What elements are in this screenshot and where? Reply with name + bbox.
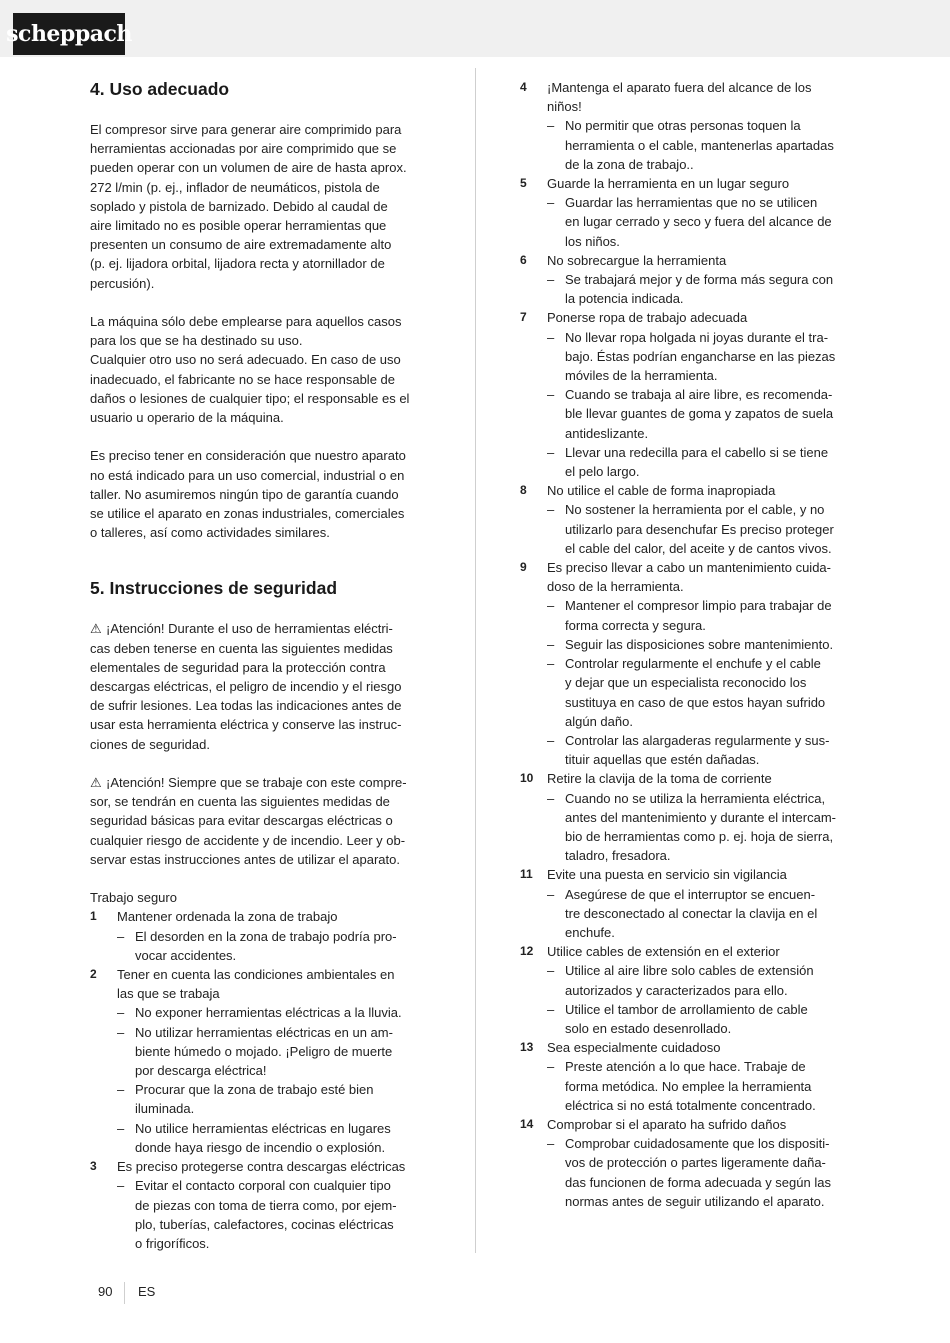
paragraph <box>90 120 432 293</box>
text-line: de sufrir lesiones. Lea todas las indicaciones antes de <box>90 698 402 714</box>
warning-paragraph <box>90 619 432 753</box>
text-line: Es preciso llevar a cabo un mantenimiento cuida- <box>547 560 831 576</box>
list-item <box>520 174 862 193</box>
sub-item-text <box>565 328 862 386</box>
text-line: móviles de la herramienta. <box>565 368 718 384</box>
dash-bullet: – <box>547 636 555 652</box>
text-line: Guardar las herramientas que no se utilicen <box>565 195 818 211</box>
text-line: bajo. Éstas podrían engancharse en las piezas <box>565 348 836 364</box>
text-line: o talleres, así como actividades similares. <box>90 525 330 541</box>
text-line: bio de herramientas como p. ej. hoja de sierra, <box>565 828 834 844</box>
list-item <box>520 1115 862 1134</box>
list-item <box>90 907 432 926</box>
text-line: para los que se ha destinado su uso. <box>90 333 303 349</box>
sub-item <box>547 328 862 386</box>
dash-bullet: – <box>547 598 555 614</box>
list-item <box>520 769 862 788</box>
text-line: herramienta o el cable, mantenerlas apartadas <box>565 137 834 153</box>
dash-bullet: – <box>547 272 555 288</box>
text-line: seguridad básicas para evitar descargas eléctricas o <box>90 813 393 829</box>
dash-bullet: – <box>547 329 555 345</box>
header-band <box>0 0 950 57</box>
text-line: niños! <box>547 99 582 115</box>
item-text <box>547 1115 862 1134</box>
sub-item <box>547 385 862 443</box>
sub-item-text <box>565 885 862 943</box>
text-line: Utilice el tambor de arrollamiento de cable <box>565 1001 808 1017</box>
sub-item-text <box>565 789 862 866</box>
text-line: No exponer herramientas eléctricas a la lluvia. <box>135 1005 402 1021</box>
text-line: Ponerse ropa de trabajo adecuada <box>547 310 748 326</box>
sub-item-text <box>565 961 862 999</box>
sub-item-text <box>135 1003 432 1022</box>
text-line: herramientas accionadas por aire comprimido que se <box>90 141 397 157</box>
sub-item-text <box>135 1119 432 1157</box>
dash-bullet: – <box>547 444 555 460</box>
text-line: plo, tuberías, calefactores, cocinas eléctricas <box>135 1216 394 1232</box>
item-text <box>547 251 862 270</box>
sub-item <box>547 116 862 174</box>
dash-bullet: – <box>547 790 555 806</box>
dash-bullet: – <box>547 963 555 979</box>
text-line: biente húmedo o mojado. ¡Peligro de muerte <box>135 1043 393 1059</box>
sub-item <box>547 1057 862 1115</box>
sub-item <box>117 1003 432 1022</box>
text-line: pueden operar con un volumen de aire de hasta aprox. <box>90 160 407 176</box>
text-line: algún daño. <box>565 713 633 729</box>
text-line: Utilice cables de extensión en el exterior <box>547 944 780 960</box>
list-item <box>520 481 862 500</box>
text-line: No utilizar herramientas eléctricas en un am- <box>135 1024 393 1040</box>
section-instrucciones-seguridad <box>90 577 432 1253</box>
paragraph <box>90 312 432 427</box>
page-footer <box>0 1282 950 1302</box>
text-line: las que se trabaja <box>117 986 220 1002</box>
text-line: eléctrica si no está totalmente concentrado. <box>565 1097 816 1113</box>
item-number: 9 <box>520 560 527 575</box>
text-line: descargas eléctricas, el peligro de incendio y el riesgo <box>90 679 402 695</box>
text-line: Cuando se trabaja al aire libre, es recomenda- <box>565 387 833 403</box>
text-line: Guarde la herramienta en un lugar seguro <box>547 176 790 192</box>
text-line: donde haya riesgo de incendio o explosión. <box>135 1139 386 1155</box>
item-number: 5 <box>520 176 527 191</box>
text-line: aire limitado no es posible operar herramientas que <box>90 218 387 234</box>
language-code: ES <box>138 1284 156 1299</box>
text-line: la potencia indicada. <box>565 291 684 307</box>
text-line: Es preciso protegerse contra descargas eléctricas <box>117 1159 406 1175</box>
sub-item <box>547 1134 862 1211</box>
numbered-list <box>520 78 862 1211</box>
text-line: de la zona de trabajo.. <box>565 156 694 172</box>
sub-item-text <box>565 635 862 654</box>
text-line: No utilice herramientas eléctricas en lugares <box>135 1120 391 1136</box>
text-line: vos de protección o partes ligeramente daña- <box>565 1155 826 1171</box>
text-line: ¡Mantenga el aparato fuera del alcance de los <box>547 80 812 95</box>
text-line: Controlar regularmente el enchufe y el cable <box>565 656 821 672</box>
text-line: ¡Atención! Siempre que se trabaje con este compre- <box>106 775 407 791</box>
text-line: taller. No asumiremos ningún tipo de garantía cuando <box>90 486 399 502</box>
dash-bullet: – <box>117 1024 125 1040</box>
text-line: forma correcta y segura. <box>565 617 706 633</box>
list-item <box>520 1038 862 1057</box>
sub-item <box>117 1023 432 1081</box>
text-line: ciones de seguridad. <box>90 736 210 752</box>
dash-bullet: – <box>547 387 555 403</box>
dash-bullet: – <box>547 1136 555 1152</box>
item-number: 12 <box>520 944 534 959</box>
text-line: percusión). <box>90 275 155 291</box>
sub-item <box>547 270 862 308</box>
item-text <box>547 78 862 116</box>
text-line: utilizarlo para desenchufar Es preciso proteger <box>565 521 834 537</box>
item-number: 1 <box>90 909 97 924</box>
item-number: 13 <box>520 1040 534 1055</box>
item-number: 10 <box>520 771 534 786</box>
text-line: La máquina sólo debe emplearse para aquellos casos <box>90 314 402 330</box>
text-line: Evite una puesta en servicio sin vigilancia <box>547 867 787 883</box>
sub-item <box>547 443 862 481</box>
sub-item <box>547 1000 862 1038</box>
text-line: vocar accidentes. <box>135 947 237 963</box>
item-text <box>117 965 432 1003</box>
text-line: no está indicado para un uso comercial, industrial o en <box>90 467 405 483</box>
sub-item-text <box>565 385 862 443</box>
text-line: tre desconectado al conectar la clavija en el <box>565 905 818 921</box>
item-text <box>117 907 432 926</box>
page-number: 90 <box>98 1284 113 1299</box>
sub-item <box>547 731 862 769</box>
section-title: 5. Instrucciones de seguridad <box>90 578 338 599</box>
text-line: No sostener la herramienta por el cable, y no <box>565 502 825 518</box>
text-line: se utilice el aparato en zonas industriales, comerciales <box>90 506 405 522</box>
list-item <box>520 308 862 327</box>
dash-bullet: – <box>117 1005 125 1021</box>
text-line: servar estas instrucciones antes de utilizar el aparato. <box>90 851 400 867</box>
item-text <box>547 1038 862 1057</box>
text-line: por descarga eléctrica! <box>135 1063 267 1079</box>
text-line: sustituya en caso de que estos hayan sufrido <box>565 694 826 710</box>
sub-item <box>117 1119 432 1157</box>
text-line: en lugar cerrado y seco y fuera del alcance de <box>565 214 832 230</box>
subtitle: Trabajo seguro <box>90 890 177 906</box>
sub-item-text <box>565 193 862 251</box>
dash-bullet: – <box>117 1178 125 1194</box>
sub-item <box>547 635 862 654</box>
text-line: Mantener ordenada la zona de trabajo <box>117 909 338 925</box>
list-item <box>520 865 862 884</box>
sub-item-text <box>565 596 862 634</box>
sub-item <box>547 654 862 731</box>
item-text <box>547 481 862 500</box>
sub-item <box>547 596 862 634</box>
sub-item-text <box>135 1023 432 1081</box>
item-text <box>547 769 862 788</box>
dash-bullet: – <box>547 1059 555 1075</box>
dash-bullet: – <box>547 886 555 902</box>
text-line: Controlar las alargaderas regularmente y sus- <box>565 732 830 748</box>
item-text <box>547 942 862 961</box>
sub-item-text <box>565 270 862 308</box>
text-line: El compresor sirve para generar aire comprimido para <box>90 122 402 137</box>
warning-text <box>90 775 407 867</box>
text-line: Procurar que la zona de trabajo esté bien <box>135 1082 374 1098</box>
item-number: 14 <box>520 1116 534 1131</box>
text-line: Retire la clavija de la toma de corriente <box>547 771 772 787</box>
text-line: Se trabajará mejor y de forma más segura con <box>565 272 834 288</box>
sub-item-text <box>565 116 862 174</box>
text-line: El desorden en la zona de trabajo podría pro- <box>135 928 397 944</box>
list-item <box>90 965 432 1003</box>
list-item <box>90 1157 432 1176</box>
item-number: 4 <box>520 80 527 94</box>
text-line: los niños. <box>565 233 620 249</box>
dash-bullet: – <box>117 928 125 944</box>
text-line: ¡Atención! Durante el uso de herramientas eléctri- <box>106 621 393 637</box>
text-line: autorizados y caracterizados para ello. <box>565 982 788 998</box>
text-line: (p. ej. lijadora orbital, lijadora recta y atornillador de <box>90 256 385 272</box>
sub-item <box>117 1176 432 1253</box>
dash-bullet: – <box>547 118 555 134</box>
brand-logo: scheppach <box>13 13 125 55</box>
item-text <box>547 308 862 327</box>
item-text <box>547 865 862 884</box>
sub-item-text <box>565 500 862 558</box>
text-line: soplado y pistola de barnizado. Debido al caudal de <box>90 198 388 214</box>
text-line: Cualquier otro uso no será adecuado. En caso de uso <box>90 352 401 368</box>
text-line: el cable del calor, del aceite y de cantos vivos. <box>565 540 832 556</box>
text-line: Tener en cuenta las condiciones ambientales en <box>117 967 395 983</box>
sub-item-text <box>565 1134 862 1211</box>
warning-icon: ⚠ <box>90 621 102 637</box>
dash-bullet: – <box>117 1082 125 1098</box>
dash-bullet: – <box>547 195 555 211</box>
text-line: Llevar una redecilla para el cabello si se tiene <box>565 444 829 460</box>
text-line: solo en estado desenrollado. <box>565 1020 732 1036</box>
text-line: Sea especialmente cuidadoso <box>547 1040 721 1056</box>
sub-item-text <box>565 731 862 769</box>
section-title: 4. Uso adecuado <box>90 79 230 99</box>
text-line: usuario u operario de la máquina. <box>90 410 284 426</box>
sub-item-text <box>135 927 432 965</box>
text-line: cas deben tenerse en cuenta las siguientes medidas <box>90 640 393 656</box>
text-line: enchufe. <box>565 924 615 940</box>
dash-bullet: – <box>547 502 555 518</box>
text-line: sor, se tendrán en cuenta las siguientes medidas de <box>90 794 390 810</box>
list-item <box>520 251 862 270</box>
text-line: No permitir que otras personas toquen la <box>565 118 801 134</box>
text-line: 272 l/min (p. ej., inflador de neumáticos, pistola de <box>90 179 380 195</box>
dash-bullet: – <box>117 1120 125 1136</box>
text-line: No llevar ropa holgada ni joyas durante el tra- <box>565 329 829 345</box>
text-line: Mantener el compresor limpio para trabajar de <box>565 598 832 614</box>
item-number: 8 <box>520 483 527 498</box>
text-line: No sobrecargue la herramienta <box>547 252 727 268</box>
text-line: antes del mantenimiento y durante el intercam- <box>565 809 836 825</box>
sub-item-text <box>135 1176 432 1253</box>
text-line: Es preciso tener en consideración que nuestro aparato <box>90 448 406 464</box>
warning-text <box>90 621 401 751</box>
text-line: iluminada. <box>135 1101 195 1117</box>
sub-item-text <box>135 1080 432 1118</box>
sub-item <box>547 789 862 866</box>
text-line: de piezas con toma de tierra como, por ejem- <box>135 1197 397 1213</box>
section-uso-adecuado <box>90 78 432 542</box>
text-line: y dejar que un especialista reconocido los <box>565 675 807 691</box>
right-column <box>520 78 862 1211</box>
item-text <box>547 558 862 596</box>
item-text <box>547 174 862 193</box>
sub-item <box>547 885 862 943</box>
warning-paragraph <box>90 773 432 869</box>
text-line: taladro, fresadora. <box>565 848 671 864</box>
sub-item <box>547 961 862 999</box>
sub-item <box>117 1080 432 1118</box>
sub-item-text <box>565 443 862 481</box>
text-line: Asegúrese de que el interruptor se encuen- <box>565 886 816 902</box>
paragraph <box>90 446 432 542</box>
list-item <box>520 558 862 596</box>
item-number: 2 <box>90 967 97 982</box>
text-line: antideslizante. <box>565 425 649 441</box>
left-column <box>90 78 432 1253</box>
item-number: 6 <box>520 252 527 267</box>
text-line: Preste atención a lo que hace. Trabaje de <box>565 1059 806 1075</box>
column-divider <box>475 68 476 1253</box>
dash-bullet: – <box>547 732 555 748</box>
sub-item <box>547 193 862 251</box>
list-item <box>520 78 862 116</box>
text-line: Cuando no se utiliza la herramienta eléctrica, <box>565 790 826 806</box>
sub-item-text <box>565 1000 862 1038</box>
text-line: normas antes de seguir utilizando el aparato. <box>565 1193 825 1209</box>
text-line: elementales de seguridad para la protección contra <box>90 659 386 675</box>
text-line: das funcionen de forma adecuada y según las <box>565 1174 831 1190</box>
item-number: 3 <box>90 1159 97 1174</box>
sub-item <box>117 927 432 965</box>
text-line: tituir aquellas que estén dañadas. <box>565 752 760 768</box>
text-line: daños o lesiones de cualquier tipo; el responsable es el <box>90 390 410 406</box>
text-line: o frigoríficos. <box>135 1235 210 1251</box>
text-line: cualquier riesgo de accidente y de incendio. Leer y ob- <box>90 832 406 848</box>
warning-icon: ⚠ <box>90 775 102 791</box>
text-line: Comprobar si el aparato ha sufrido daños <box>547 1116 787 1132</box>
list-item <box>520 942 862 961</box>
text-line: doso de la herramienta. <box>547 579 684 595</box>
item-text <box>117 1157 432 1176</box>
text-line: No utilice el cable de forma inapropiada <box>547 483 776 499</box>
text-line: inadecuado, el fabricante no se hace responsable de <box>90 371 395 387</box>
text-line: Seguir las disposiciones sobre mantenimiento. <box>565 636 834 652</box>
text-line: Utilice al aire libre solo cables de extensión <box>565 963 814 979</box>
dash-bullet: – <box>547 1001 555 1017</box>
footer-divider <box>124 1282 125 1304</box>
sub-item <box>547 500 862 558</box>
item-number: 11 <box>520 867 533 882</box>
text-line: Evitar el contacto corporal con cualquier tipo <box>135 1178 391 1194</box>
text-line: usar esta herramienta eléctrica y conserve las instruc- <box>90 717 402 733</box>
text-line: forma metódica. No emplee la herramienta <box>565 1078 812 1094</box>
sub-item-text <box>565 1057 862 1115</box>
text-line: el pelo largo. <box>565 464 640 480</box>
text-line: ble llevar guantes de goma y zapatos de suela <box>565 406 834 422</box>
dash-bullet: – <box>547 656 555 672</box>
sub-item-text <box>565 654 862 731</box>
numbered-list <box>90 907 432 1253</box>
item-number: 7 <box>520 310 527 325</box>
text-line: Comprobar cuidadosamente que los dispositi- <box>565 1136 830 1152</box>
text-line: presenten un consumo de aire extremadamente alto <box>90 237 392 253</box>
